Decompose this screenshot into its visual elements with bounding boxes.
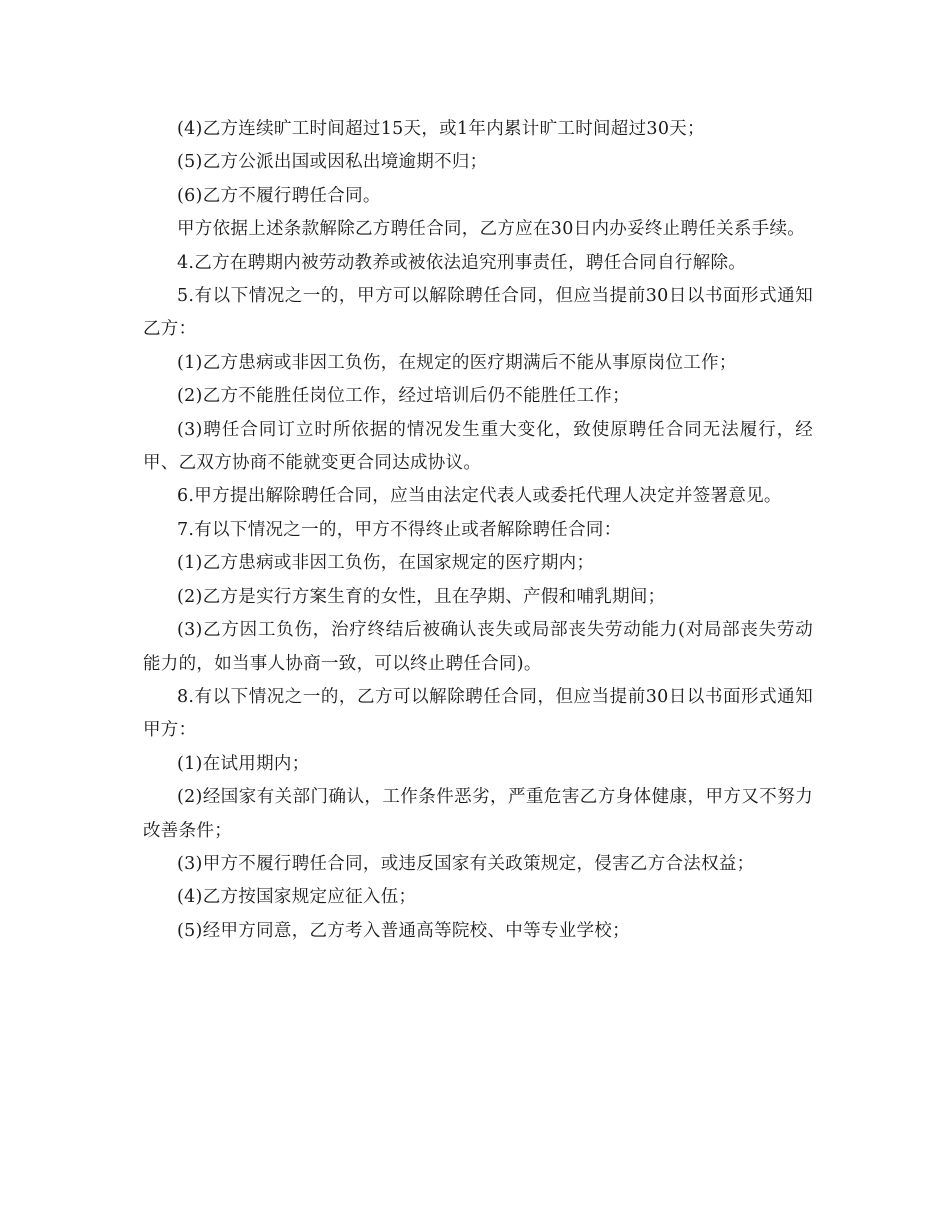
paragraph-clause-5: 5.有以下情况之一的，甲方可以解除聘任合同，但应当提前30日以书面形式通知乙方： — [143, 286, 813, 340]
paragraph-clause-8-5: (5)经甲方同意，乙方考入普通高等院校、中等专业学校； — [177, 920, 630, 941]
paragraph-clause-5-2: (2)乙方不能胜任岗位工作，经过培训后仍不能胜任工作； — [177, 386, 630, 407]
paragraph-clause-7: 7.有以下情况之一的，甲方不得终止或者解除聘任合同： — [177, 519, 622, 540]
paragraph-clause-3-5: (5)乙方公派出国或因私出境逾期不归； — [177, 152, 488, 173]
paragraph-clause-3-note: 甲方依据上述条款解除乙方聘任合同，乙方应在30日内办妥终止聘任关系手续。 — [177, 219, 806, 240]
paragraph-clause-8-3: (3)甲方不履行聘任合同，或违反国家有关政策规定，侵害乙方合法权益； — [177, 853, 755, 874]
paragraph-clause-5-1: (1)乙方患病或非因工负伤，在规定的医疗期满后不能从事原岗位工作； — [177, 352, 737, 373]
paragraph-clause-7-3: (3)乙方因工负伤，治疗终结后被确认丧失或局部丧失劳动能力(对局部丧失劳动能力的，如当事人协商一致，可以终止聘任合同)。 — [143, 620, 813, 674]
paragraph-clause-8-4: (4)乙方按国家规定应征入伍； — [177, 887, 417, 908]
paragraph-clause-8-1: (1)在试用期内； — [177, 753, 310, 774]
document-body — [143, 113, 813, 948]
paragraph-clause-8-2: (2)经国家有关部门确认，工作条件恶劣，严重危害乙方身体健康，甲方又不努力改善条件； — [143, 787, 813, 841]
paragraph-clause-7-2: (2)乙方是实行方案生育的女性，且在孕期、产假和哺乳期间； — [177, 586, 666, 607]
paragraph-clause-6: 6.甲方提出解除聘任合同，应当由法定代表人或委托代理人决定并签署意见。 — [177, 486, 782, 507]
paragraph-clause-3-6: (6)乙方不履行聘任合同。 — [177, 185, 381, 206]
paragraph-clause-8: 8.有以下情况之一的，乙方可以解除聘任合同，但应当提前30日以书面形式通知甲方： — [143, 686, 813, 741]
paragraph-clause-3-4: (4)乙方连续旷工时间超过15天，或1年内累计旷工时间超过30天； — [177, 119, 705, 139]
paragraph-clause-7-1: (1)乙方患病或非因工负伤，在国家规定的医疗期内； — [177, 553, 595, 574]
paragraph-clause-4: 4.乙方在聘期内被劳动教养或被依法追究刑事责任，聘任合同自行解除。 — [177, 252, 747, 273]
paragraph-clause-5-3: (3)聘任合同订立时所依据的情况发生重大变化，致使原聘任合同无法履行，经甲、乙双方协商不能就变更合同达成协议。 — [143, 419, 813, 474]
